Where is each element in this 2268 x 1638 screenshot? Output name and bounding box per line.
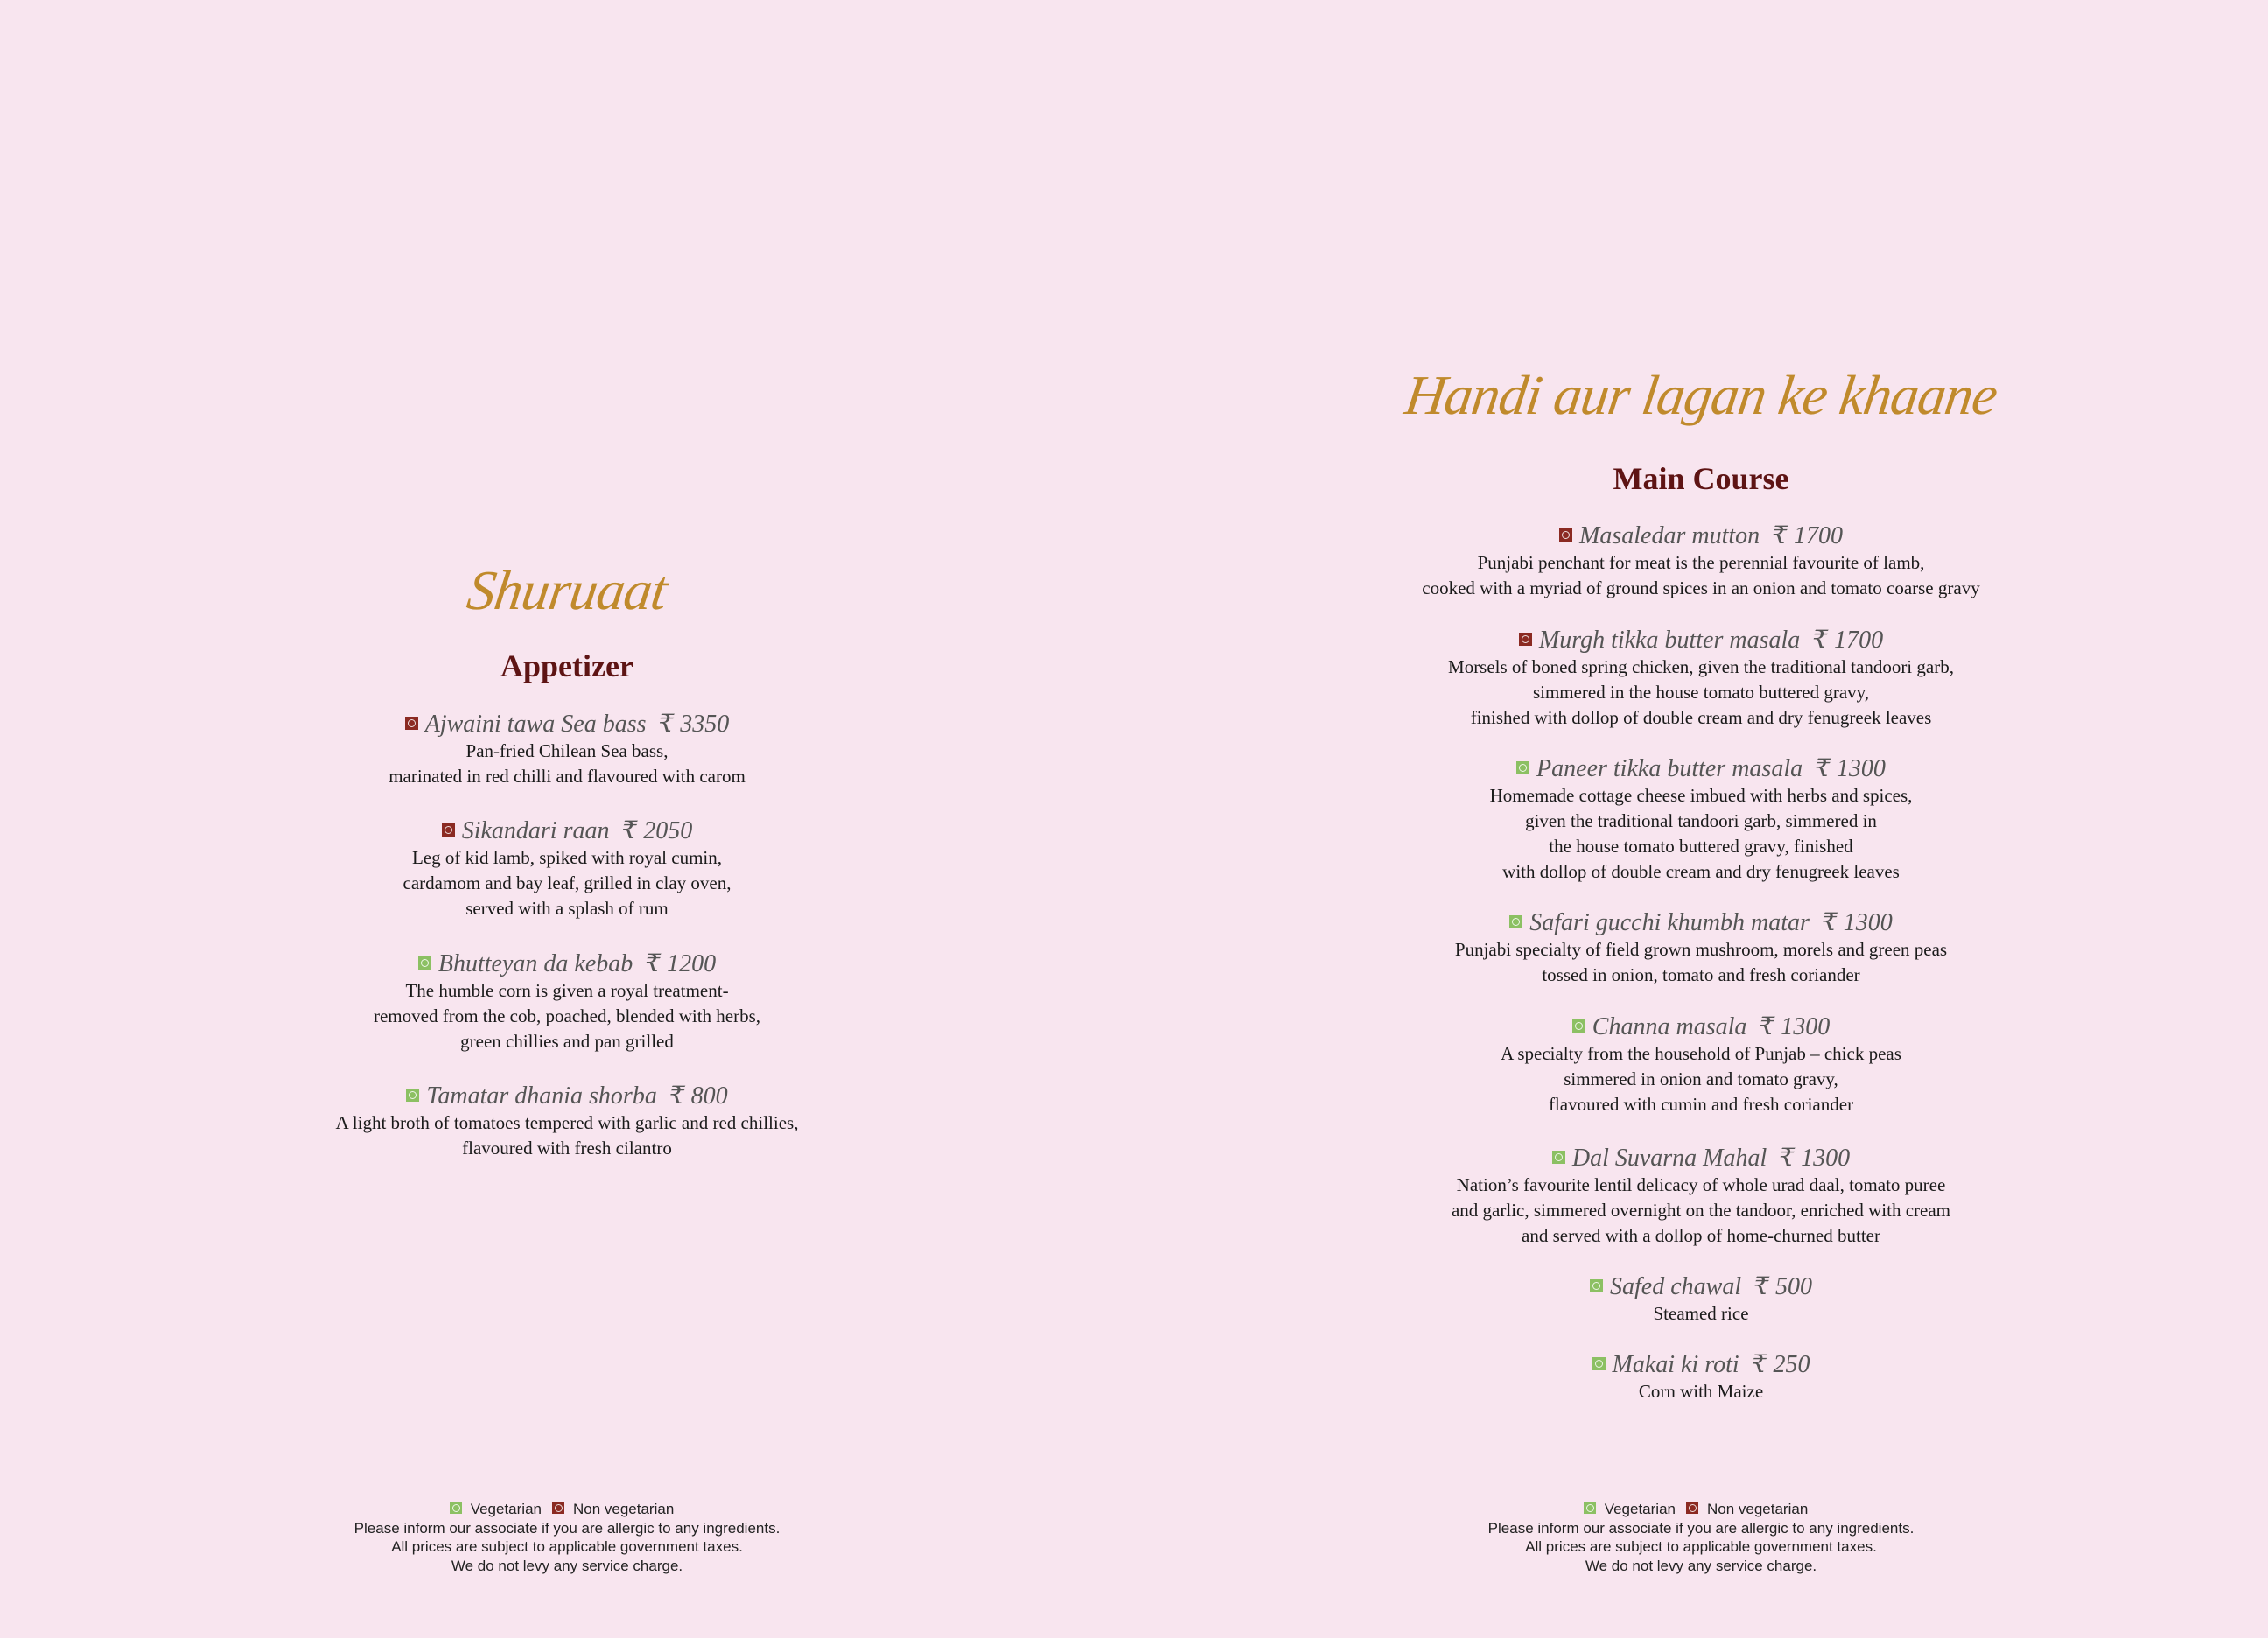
nonveg-icon [1686, 1502, 1698, 1514]
item-description: and garlic, simmered overnight on the tandoor, enriched with cream [1451, 1200, 1951, 1221]
item-title-line [86, 1082, 1048, 1110]
item-description: flavoured with fresh cilantro [462, 1138, 672, 1158]
item-price: ₹ 1700 [1772, 522, 1843, 550]
veg-icon [1592, 1357, 1606, 1370]
menu-item [1220, 626, 2182, 731]
nonveg-icon [442, 823, 455, 836]
item-description: Pan-fried Chilean Sea bass, [466, 740, 668, 761]
menu-item [1220, 755, 2182, 885]
item-price: ₹ 1300 [1759, 1013, 1830, 1040]
veg-icon [1590, 1279, 1603, 1292]
nonveg-label: Non vegetarian [1706, 1501, 1809, 1517]
footer-notes [86, 1500, 1048, 1575]
item-title-line [1220, 1351, 2182, 1379]
item-title-line [1220, 1144, 2182, 1172]
footer-notes [1220, 1500, 2182, 1575]
nonveg-icon [1519, 633, 1532, 646]
item-title-line [86, 950, 1048, 978]
item-name: Channa masala [1592, 1013, 1747, 1040]
veg-icon [1552, 1151, 1565, 1164]
item-description: tossed in onion, tomato and fresh coriander [1542, 964, 1860, 985]
item-description: removed from the cob, poached, blended with herbs, [373, 1005, 761, 1026]
veg-icon [1572, 1019, 1586, 1032]
item-price: ₹ 2050 [621, 817, 693, 844]
item-name: Masaledar mutton [1579, 522, 1760, 550]
item-name: Bhutteyan da kebab [438, 950, 634, 977]
item-name: Safari gucchi khumbh matar [1530, 909, 1810, 936]
item-description: Homemade cottage cheese imbued with herbs and spices, [1489, 785, 1913, 806]
item-description: green chillies and pan grilled [460, 1031, 674, 1052]
item-description: given the traditional tandoori garb, simmered in [1525, 810, 1877, 831]
veg-icon [418, 956, 431, 970]
item-description: marinated in red chilli and flavoured with carom [388, 766, 746, 787]
section-script-title: Handi aur lagan ke khaane [1401, 364, 2001, 426]
item-title-line [1220, 522, 2182, 550]
item-description: simmered in the house tomato buttered gravy, [1532, 682, 1870, 703]
item-description: cooked with a myriad of ground spices in an onion and tomato coarse gravy [1422, 578, 1980, 598]
item-description: The humble corn is given a royal treatment- [405, 980, 729, 1001]
footer-note: All prices are subject to applicable government taxes. [391, 1538, 743, 1555]
diet-legend [1220, 1500, 2182, 1519]
item-description: finished with dollop of double cream and dry fenugreek leaves [1470, 707, 1932, 728]
item-description: A light broth of tomatoes tempered with garlic and red chillies, [335, 1112, 799, 1133]
menu-item [1220, 1273, 2182, 1326]
item-description: Punjabi penchant for meat is the perennial favourite of lamb, [1477, 552, 1925, 573]
item-description: Steamed rice [1653, 1303, 1749, 1324]
item-price: ₹ 1700 [1812, 626, 1884, 654]
item-price: ₹ 500 [1754, 1273, 1812, 1300]
nonveg-icon [405, 717, 418, 730]
item-description: Punjabi specialty of field grown mushroom, morels and green peas [1454, 939, 1948, 960]
item-description: cardamom and bay leaf, grilled in clay oven, [402, 872, 732, 893]
veg-label: Vegetarian [470, 1501, 542, 1517]
item-price: ₹ 800 [668, 1082, 728, 1110]
item-description: Nation’s favourite lentil delicacy of whole urad daal, tomato puree [1456, 1174, 1946, 1195]
menu-item [86, 817, 1048, 921]
footer-note: We do not levy any service charge. [1585, 1557, 1817, 1574]
section-heading: Main Course [1613, 461, 1789, 496]
menu-item [1220, 522, 2182, 601]
menu-item [1220, 1013, 2182, 1117]
veg-icon [1509, 915, 1522, 928]
footer-note: We do not levy any service charge. [451, 1557, 683, 1574]
nonveg-icon [552, 1502, 564, 1514]
veg-icon [1516, 761, 1530, 774]
diet-legend [86, 1500, 1048, 1519]
veg-icon [1584, 1502, 1596, 1514]
veg-icon [406, 1088, 419, 1102]
item-title-line [1220, 1013, 2182, 1041]
item-name: Safed chawal [1610, 1273, 1742, 1300]
item-price: ₹ 1200 [645, 950, 717, 977]
footer-note: Please inform our associate if you are allergic to any ingredients. [354, 1519, 780, 1536]
item-description: flavoured with cumin and fresh coriander [1548, 1094, 1854, 1115]
item-name: Ajwaini tawa Sea bass [424, 710, 647, 738]
item-description: the house tomato buttered gravy, finished [1549, 836, 1853, 857]
item-description: Morsels of boned spring chicken, given the traditional tandoori garb, [1448, 656, 1954, 677]
item-price: ₹ 3350 [658, 710, 730, 738]
item-title-line [86, 710, 1048, 738]
item-description: served with a splash of rum [466, 898, 668, 919]
nonveg-icon [1559, 528, 1572, 542]
nonveg-label: Non vegetarian [572, 1501, 675, 1517]
item-description: Corn with Maize [1638, 1381, 1764, 1402]
item-description: A specialty from the household of Punjab – chick peas [1501, 1043, 1901, 1064]
menu-item [1220, 1351, 2182, 1404]
menu-item [1220, 909, 2182, 988]
veg-icon [450, 1502, 462, 1514]
item-name: Makai ki roti [1612, 1351, 1740, 1378]
item-description: and served with a dollop of home-churned butter [1522, 1225, 1880, 1246]
item-description: simmered in onion and tomato gravy, [1564, 1068, 1838, 1089]
item-title-line [86, 817, 1048, 845]
menu-item [86, 710, 1048, 789]
item-title-line [1220, 626, 2182, 654]
item-price: ₹ 1300 [1821, 909, 1893, 936]
main-course-page [1220, 0, 2182, 1638]
appetizer-page [86, 0, 1048, 1638]
item-price: ₹ 1300 [1779, 1144, 1851, 1172]
item-title-line [1220, 1273, 2182, 1301]
item-name: Sikandari raan [461, 817, 610, 844]
menu-item [1220, 1144, 2182, 1249]
menu-item [86, 950, 1048, 1054]
item-title-line [1220, 755, 2182, 783]
item-price: ₹ 250 [1751, 1351, 1810, 1378]
item-price: ₹ 1300 [1815, 755, 1886, 782]
footer-note: Please inform our associate if you are allergic to any ingredients. [1488, 1519, 1914, 1536]
item-description: with dollop of double cream and dry fenugreek leaves [1502, 861, 1900, 882]
item-name: Paneer tikka butter masala [1536, 755, 1803, 782]
item-name: Murgh tikka butter masala [1538, 626, 1801, 654]
footer-note: All prices are subject to applicable government taxes. [1525, 1538, 1877, 1555]
menu-item [86, 1082, 1048, 1161]
item-description: Leg of kid lamb, spiked with royal cumin, [411, 847, 723, 868]
item-title-line [1220, 909, 2182, 937]
item-name: Tamatar dhania shorba [426, 1082, 657, 1110]
section-script-title: Shuruaat [463, 559, 671, 621]
item-name: Dal Suvarna Mahal [1572, 1144, 1768, 1172]
veg-label: Vegetarian [1604, 1501, 1676, 1517]
section-heading: Appetizer [500, 648, 634, 683]
